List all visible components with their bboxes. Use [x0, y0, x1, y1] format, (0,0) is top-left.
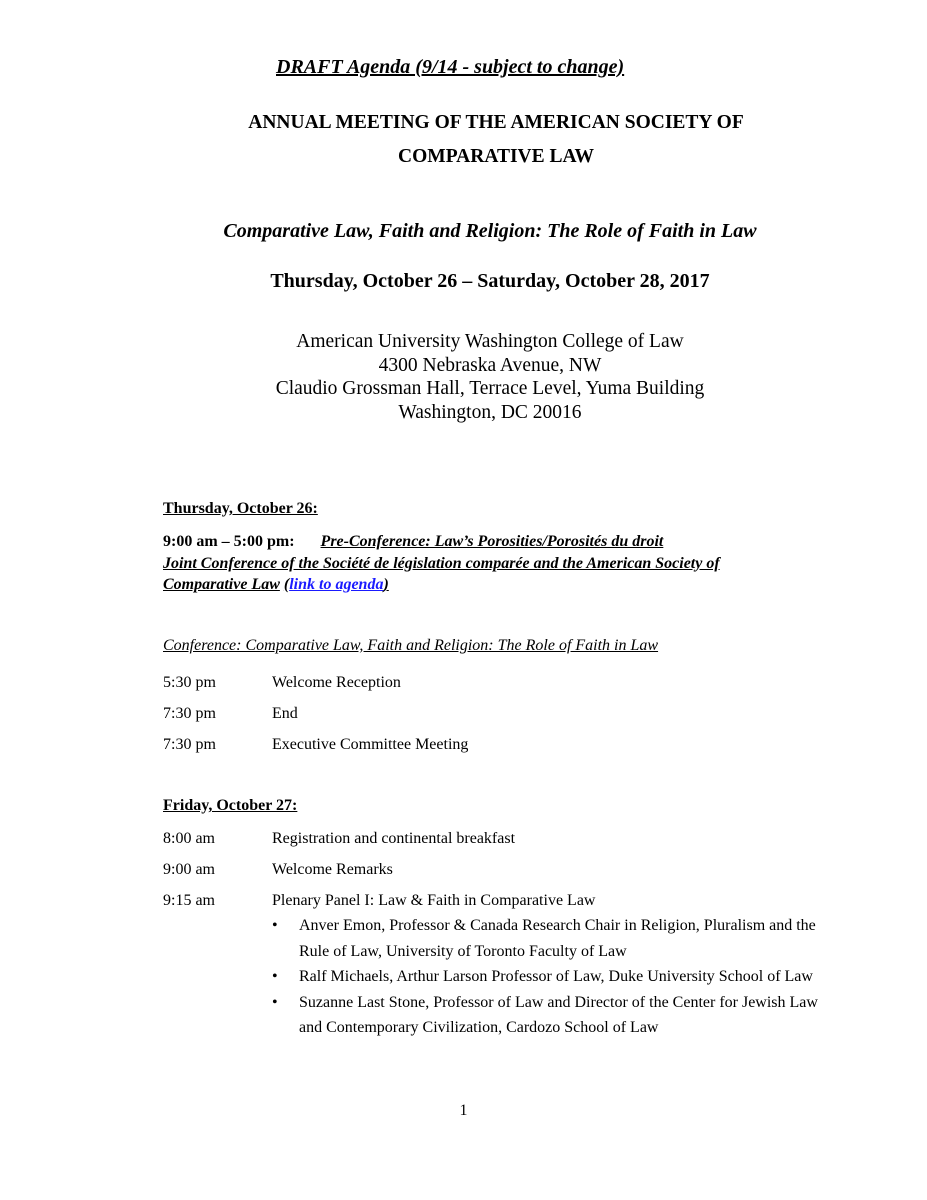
preconference-time: 9:00 am – 5:00 pm: — [163, 533, 295, 550]
schedule-row — [163, 827, 843, 851]
speaker-item — [272, 964, 832, 990]
schedule-row — [163, 858, 843, 882]
venue-line: American University Washington College of Law — [296, 331, 684, 352]
preconference-joint-line-end: Comparative Law — [163, 576, 280, 593]
bullet-icon: • — [272, 917, 278, 934]
agenda-link[interactable]: link to agenda — [289, 576, 384, 593]
meeting-title-line-1: ANNUAL MEETING OF THE AMERICAN SOCIETY OF — [248, 112, 744, 133]
venue-line: Washington, DC 20016 — [398, 401, 582, 423]
schedule-description: Executive Committee Meeting — [272, 736, 469, 753]
schedule-row — [163, 733, 843, 757]
schedule-time: 9:00 am — [163, 861, 215, 878]
bullet-icon: • — [272, 968, 278, 985]
preconference-block: 9:00 am – 5:00 pm: Pre-Conference: Law’s Porosities/Porosités du droit Joint Conference of the Société de législation comparée and the American Society of Comparative Law (link to agenda) — [163, 533, 720, 593]
conference-heading: Conference: Comparative Law, Faith and Religion: The Role of Faith in Law — [163, 637, 659, 654]
thursday-heading: Thursday, October 26: — [163, 500, 318, 517]
speaker-text: Suzanne Last Stone, Professor of Law and Director of the Center for Jewish Law and Contemporary Civilization, Cardozo School of Law — [299, 993, 818, 1036]
speaker-item — [272, 913, 832, 964]
schedule-row — [163, 889, 843, 913]
meeting-title-line-2: COMPARATIVE LAW — [398, 146, 594, 167]
schedule-time: 8:00 am — [163, 830, 215, 847]
schedule-time: 5:30 pm — [163, 674, 216, 691]
schedule-description: Welcome Reception — [272, 674, 401, 691]
venue-address — [190, 330, 790, 424]
schedule-description: Welcome Remarks — [272, 861, 393, 878]
schedule-time: 7:30 pm — [163, 736, 216, 753]
preconference-joint-line: Joint Conference of the Société de législation comparée and the American Society of — [163, 554, 720, 572]
schedule-time: 9:15 am — [163, 892, 215, 909]
venue-line: 4300 Nebraska Avenue, NW — [378, 354, 602, 376]
conference-theme: Comparative Law, Faith and Religion: The Role of Faith in Law — [223, 220, 757, 242]
schedule-description: End — [272, 705, 298, 722]
friday-heading: Friday, October 27: — [163, 797, 298, 814]
schedule-description: Registration and continental breakfast — [272, 830, 516, 847]
speaker-list — [272, 913, 832, 1041]
draft-notice: DRAFT Agenda (9/14 - subject to change) — [276, 56, 625, 78]
speaker-text: Ralf Michaels, Arthur Larson Professor of Law, Duke University School of Law — [299, 968, 813, 985]
schedule-description: Plenary Panel I: Law & Faith in Comparative Law — [272, 892, 596, 909]
schedule-row — [163, 702, 843, 726]
speaker-item — [272, 990, 832, 1041]
page-number: 1 — [459, 1102, 468, 1119]
bullet-icon: • — [272, 993, 278, 1011]
speaker-text: Anver Emon, Professor & Canada Research Chair in Religion, Pluralism and the Rule of Law, University of Toronto Faculty of Law — [299, 917, 816, 960]
venue-line: Claudio Grossman Hall, Terrace Level, Yuma Building — [275, 378, 705, 399]
meeting-dates: Thursday, October 26 – Saturday, October 28, 2017 — [270, 270, 710, 292]
schedule-time: 7:30 pm — [163, 705, 216, 722]
schedule-row — [163, 671, 843, 695]
preconference-title: Pre-Conference: Law’s Porosities/Porosités du droit — [320, 533, 664, 550]
